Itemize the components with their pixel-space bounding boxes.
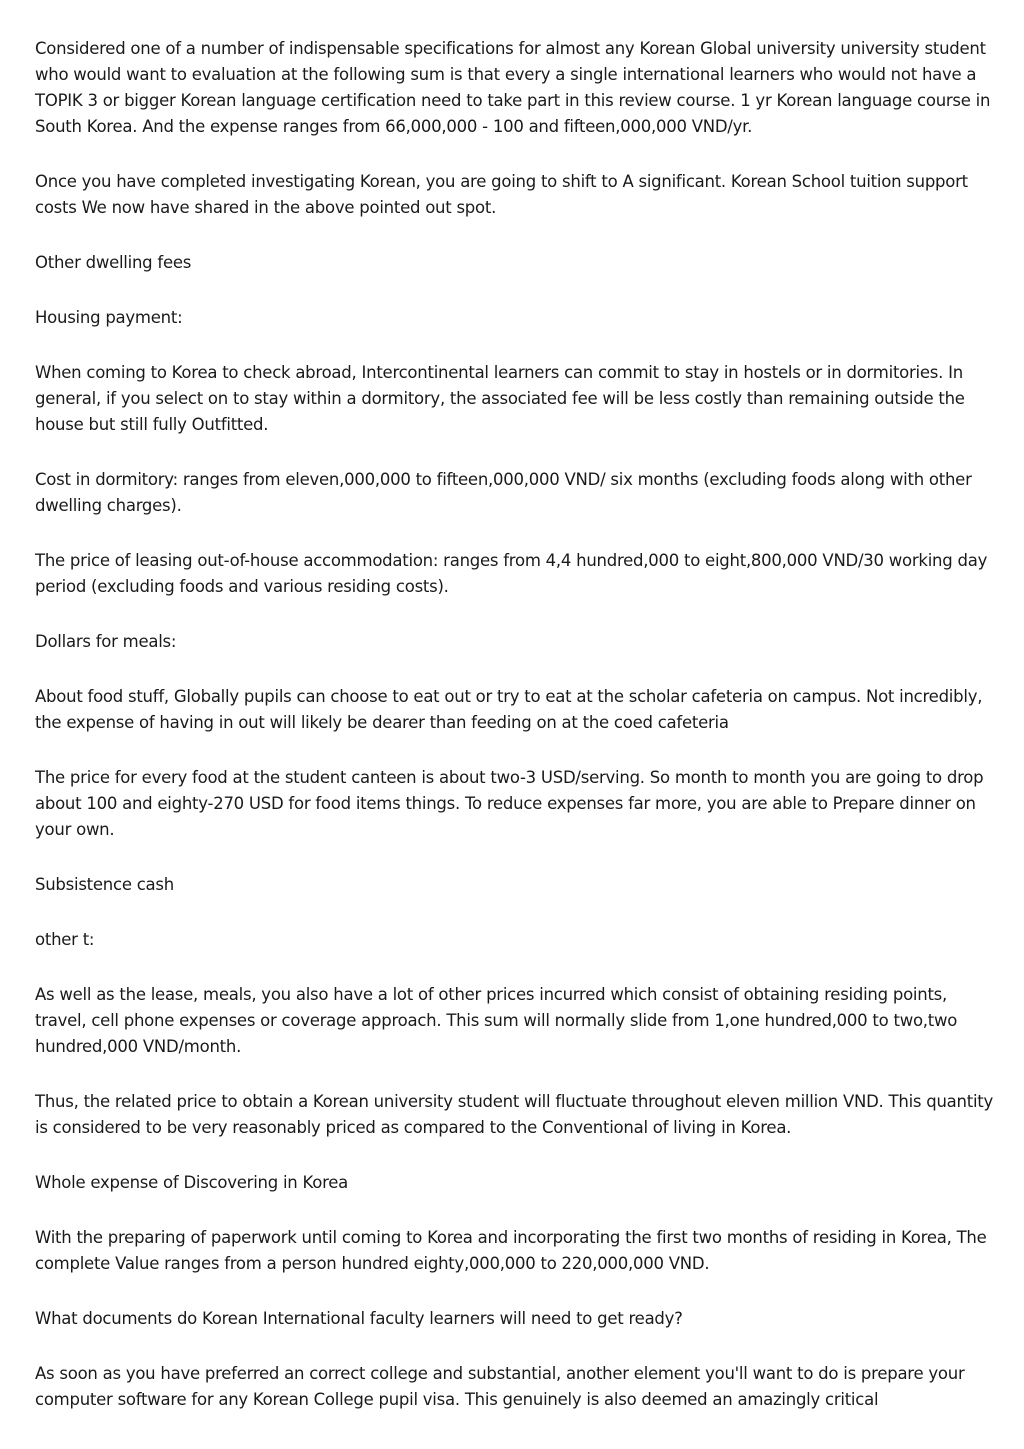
- heading-whole-expense: Whole expense of Discovering in Korea: [35, 1173, 349, 1192]
- paragraph-out-of-house-cost: The price of leasing out-of-house accommodation: ranges from 4,4 hundred,000 to eight,800,000 VND/30 working day period (excluding foods and various residing costs).: [35, 551, 988, 596]
- document-page: [35, 36, 997, 1442]
- heading-other: other t:: [35, 930, 95, 949]
- paragraph-after-korean: Once you have completed investigating Korean, you are going to shift to A significant. Korean School tuition support costs We now have shared in the above pointed out spot.: [35, 172, 968, 217]
- paragraph-complete-value: With the preparing of paperwork until coming to Korea and incorporating the first two months of residing in Korea, The complete Value ranges from a person hundred eighty,000,000 to 220,000,000 VND.: [35, 1228, 987, 1273]
- paragraph-dormitory-cost: Cost in dormitory: ranges from eleven,000,000 to fifteen,000,000 VND/ six months (excluding foods along with other dwelling charges).: [35, 470, 972, 515]
- heading-housing-payment: Housing payment:: [35, 308, 183, 327]
- paragraph-canteen-price: The price for every food at the student canteen is about two-3 USD/serving. So month to month you are going to drop about 100 and eighty-270 USD for food items things. To reduce expenses far more, you are able to Prepare dinner on your own.: [35, 768, 984, 839]
- heading-other-dwelling-fees: Other dwelling fees: [35, 253, 192, 272]
- heading-documents-question: What documents do Korean International faculty learners will need to get ready?: [35, 1309, 683, 1328]
- paragraph-related-price: Thus, the related price to obtain a Korean university student will fluctuate throughout eleven million VND. This quantity is considered to be very reasonably priced as compared to the Conventional of living in Korea.: [35, 1092, 994, 1137]
- paragraph-topik-requirement: Considered one of a number of indispensable specifications for almost any Korean Global university university student who would want to evaluation at the following sum is that every a single international learners who would not have a TOPIK 3 or bigger Korean language certification need to take part in this review course. 1 yr Korean language course in South Korea. And the expense ranges from 66,000,000 - 100 and fifteen,000,000 VND/yr.: [35, 39, 991, 136]
- paragraph-hostels-dormitories: When coming to Korea to check abroad, Intercontinental learners can commit to stay in hostels or in dormitories. In general, if you select on to stay within a dormitory, the associated fee will be less costly than remaining outside the house but still fully Outfitted.: [35, 363, 965, 434]
- heading-dollars-for-meals: Dollars for meals:: [35, 632, 177, 651]
- paragraph-other-prices: As well as the lease, meals, you also have a lot of other prices incurred which consist of obtaining residing points, travel, cell phone expenses or coverage approach. This sum will normally slide from 1,one hundred,000 to two,two hundred,000 VND/month.: [35, 985, 958, 1056]
- heading-subsistence-cash: Subsistence cash: [35, 875, 174, 894]
- paragraph-food-options: About food stuff, Globally pupils can choose to eat out or try to eat at the scholar cafeteria on campus. Not incredibly, the expense of having in out will likely be dearer than feeding on at the coed cafeteria: [35, 687, 983, 732]
- paragraph-visa-preparation: As soon as you have preferred an correct college and substantial, another element you'll want to do is prepare your computer software for any Korean College pupil visa. This genuinely is also deemed an amazingly critical: [35, 1364, 965, 1409]
